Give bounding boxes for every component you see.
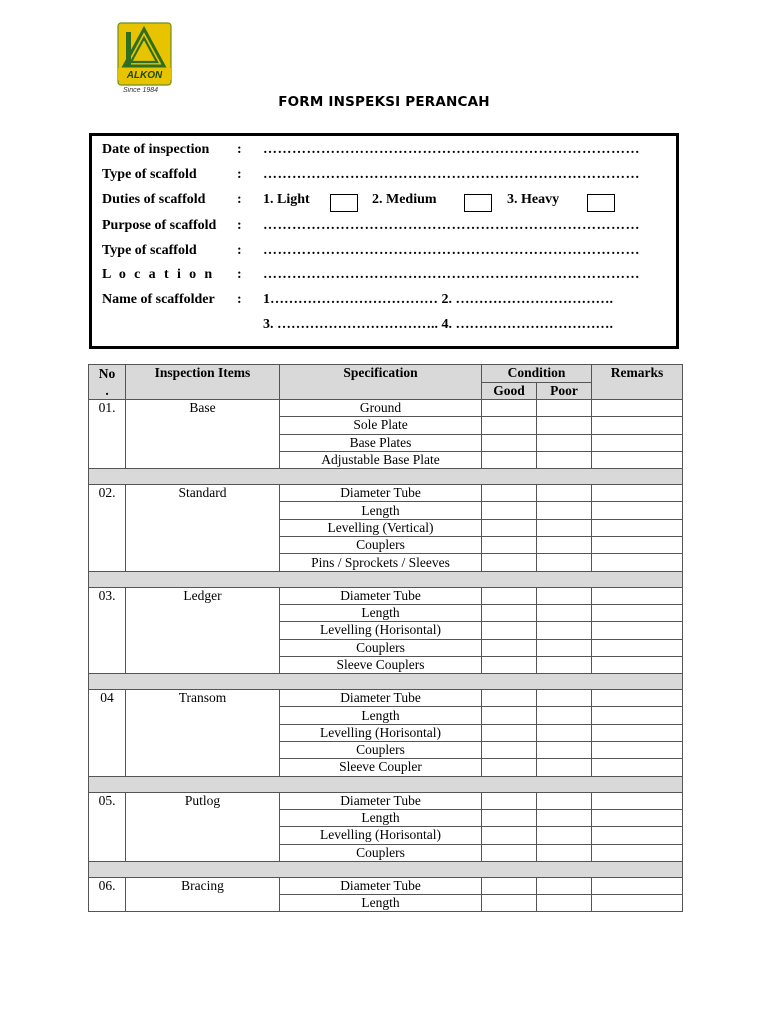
- remarks-cell[interactable]: [592, 400, 683, 417]
- poor-cell[interactable]: [537, 622, 592, 639]
- header-poor: Poor: [537, 382, 592, 400]
- separator-cell: [89, 571, 683, 587]
- duty-medium-label: 2. Medium: [372, 192, 437, 207]
- poor-cell[interactable]: [537, 485, 592, 502]
- header-no-text: No: [98, 366, 116, 381]
- type-label: Type of scaffold: [102, 167, 197, 182]
- specification-cell: Pins / Sprockets / Sleeves: [280, 554, 482, 571]
- header-no-dot: .: [105, 383, 109, 398]
- group-separator: [89, 469, 683, 485]
- separator-cell: [89, 469, 683, 485]
- purpose-field[interactable]: ……………………………………………………………………: [263, 218, 640, 233]
- poor-cell[interactable]: [537, 724, 592, 741]
- table-row: [89, 485, 683, 502]
- specification-cell: Diameter Tube: [280, 877, 482, 894]
- poor-cell[interactable]: [537, 554, 592, 571]
- specification-cell: Levelling (Horisontal): [280, 827, 482, 844]
- inspection-table: [88, 364, 683, 912]
- specification-cell: Length: [280, 707, 482, 724]
- group-separator: [89, 674, 683, 690]
- poor-cell[interactable]: [537, 690, 592, 707]
- specification-cell: Base Plates: [280, 434, 482, 451]
- poor-cell[interactable]: [537, 519, 592, 536]
- specification-cell: Length: [280, 809, 482, 826]
- remarks-cell[interactable]: [592, 759, 683, 776]
- group-separator: [89, 861, 683, 877]
- specification-cell: Couplers: [280, 742, 482, 759]
- remarks-cell[interactable]: [592, 485, 683, 502]
- item-number: 02.: [89, 485, 126, 571]
- remarks-cell[interactable]: [592, 434, 683, 451]
- good-cell[interactable]: [482, 537, 537, 554]
- good-cell[interactable]: [482, 604, 537, 621]
- specification-cell: Levelling (Vertical): [280, 519, 482, 536]
- item-number: 06.: [89, 877, 126, 912]
- good-cell[interactable]: [482, 622, 537, 639]
- poor-cell[interactable]: [537, 844, 592, 861]
- poor-cell[interactable]: [537, 587, 592, 604]
- specification-cell: Couplers: [280, 639, 482, 656]
- good-cell[interactable]: [482, 895, 537, 912]
- date-label: Date of inspection: [102, 142, 210, 157]
- item-number: 03.: [89, 587, 126, 673]
- item-number: 04: [89, 690, 126, 776]
- remarks-cell[interactable]: [592, 604, 683, 621]
- good-cell[interactable]: [482, 639, 537, 656]
- remarks-cell[interactable]: [592, 877, 683, 894]
- specification-cell: Diameter Tube: [280, 485, 482, 502]
- remarks-cell[interactable]: [592, 895, 683, 912]
- logo-wordmark: ALKON: [126, 70, 163, 81]
- remarks-cell[interactable]: [592, 639, 683, 656]
- remarks-cell[interactable]: [592, 742, 683, 759]
- remarks-cell[interactable]: [592, 792, 683, 809]
- inspection-item: Bracing: [126, 877, 280, 912]
- poor-cell[interactable]: [537, 827, 592, 844]
- form-title: FORM INSPEKSI PERANCAH: [278, 94, 490, 110]
- header-specification: Specification: [280, 365, 482, 400]
- poor-cell[interactable]: [537, 537, 592, 554]
- inspection-item: Ledger: [126, 587, 280, 673]
- poor-cell[interactable]: [537, 434, 592, 451]
- group-separator: [89, 776, 683, 792]
- remarks-cell[interactable]: [592, 554, 683, 571]
- inspection-info-box: [89, 133, 679, 349]
- good-cell[interactable]: [482, 400, 537, 417]
- good-cell[interactable]: [482, 690, 537, 707]
- type-field[interactable]: ……………………………………………………………………: [263, 167, 640, 182]
- remarks-cell[interactable]: [592, 622, 683, 639]
- poor-cell[interactable]: [537, 639, 592, 656]
- poor-cell[interactable]: [537, 656, 592, 673]
- remarks-cell[interactable]: [592, 537, 683, 554]
- good-cell[interactable]: [482, 434, 537, 451]
- table-row: [89, 792, 683, 809]
- specification-cell: Sleeve Coupler: [280, 759, 482, 776]
- inspection-item: Putlog: [126, 792, 280, 861]
- specification-cell: Diameter Tube: [280, 587, 482, 604]
- duties-label: Duties of scaffold: [102, 192, 206, 207]
- good-cell[interactable]: [482, 587, 537, 604]
- poor-cell[interactable]: [537, 417, 592, 434]
- specification-cell: Couplers: [280, 844, 482, 861]
- poor-cell[interactable]: [537, 895, 592, 912]
- poor-cell[interactable]: [537, 759, 592, 776]
- duty-light-checkbox[interactable]: [330, 194, 358, 212]
- date-field[interactable]: ……………………………………………………………………: [263, 142, 640, 157]
- good-cell[interactable]: [482, 656, 537, 673]
- specification-cell: Length: [280, 895, 482, 912]
- header-remarks: Remarks: [592, 365, 683, 400]
- table-row: [89, 587, 683, 604]
- remarks-cell[interactable]: [592, 502, 683, 519]
- table-row: [89, 877, 683, 894]
- good-cell[interactable]: [482, 792, 537, 809]
- good-cell[interactable]: [482, 742, 537, 759]
- location-label: L o c a t i o n: [102, 267, 215, 282]
- poor-cell[interactable]: [537, 604, 592, 621]
- scaffolder-field-1[interactable]: 1……………………………… 2. …………………………….: [263, 292, 613, 307]
- item-number: 01.: [89, 400, 126, 469]
- group-separator: [89, 571, 683, 587]
- colon: :: [237, 192, 242, 207]
- separator-cell: [89, 776, 683, 792]
- duty-heavy-label: 3. Heavy: [507, 192, 560, 207]
- inspection-item: Standard: [126, 485, 280, 571]
- inspection-item: Base: [126, 400, 280, 469]
- poor-cell[interactable]: [537, 742, 592, 759]
- poor-cell[interactable]: [537, 451, 592, 468]
- good-cell[interactable]: [482, 809, 537, 826]
- duty-medium-checkbox[interactable]: [464, 194, 492, 212]
- header-good: Good: [482, 382, 537, 400]
- header-inspection-items: Inspection Items: [126, 365, 280, 400]
- colon: :: [237, 142, 242, 157]
- table-row: [89, 400, 683, 417]
- specification-cell: Sole Plate: [280, 417, 482, 434]
- poor-cell[interactable]: [537, 809, 592, 826]
- type2-field[interactable]: ……………………………………………………………………: [263, 243, 640, 258]
- purpose-label: Purpose of scaffold: [102, 218, 217, 233]
- good-cell[interactable]: [482, 485, 537, 502]
- specification-cell: Length: [280, 604, 482, 621]
- separator-cell: [89, 674, 683, 690]
- item-number: 05.: [89, 792, 126, 861]
- colon: :: [237, 167, 242, 182]
- since-caption: Since 1984: [123, 87, 159, 94]
- header-condition: Condition: [482, 365, 592, 383]
- good-cell[interactable]: [482, 554, 537, 571]
- colon: :: [237, 292, 242, 307]
- good-cell[interactable]: [482, 827, 537, 844]
- specification-cell: Levelling (Horisontal): [280, 724, 482, 741]
- specification-cell: Diameter Tube: [280, 792, 482, 809]
- specification-cell: Adjustable Base Plate: [280, 451, 482, 468]
- remarks-cell[interactable]: [592, 724, 683, 741]
- location-field[interactable]: ……………………………………………………………………: [263, 267, 640, 282]
- good-cell[interactable]: [482, 707, 537, 724]
- specification-cell: Levelling (Horisontal): [280, 622, 482, 639]
- poor-cell[interactable]: [537, 707, 592, 724]
- type2-label: Type of scaffold: [102, 243, 197, 258]
- good-cell[interactable]: [482, 724, 537, 741]
- inspection-table-body: [89, 400, 683, 912]
- good-cell[interactable]: [482, 417, 537, 434]
- separator-cell: [89, 861, 683, 877]
- good-cell[interactable]: [482, 519, 537, 536]
- colon: :: [237, 218, 242, 233]
- header-no: [89, 365, 126, 400]
- remarks-cell[interactable]: [592, 707, 683, 724]
- alkon-logo: [117, 22, 172, 86]
- inspection-item: Transom: [126, 690, 280, 776]
- good-cell[interactable]: [482, 759, 537, 776]
- specification-cell: Sleeve Couplers: [280, 656, 482, 673]
- table-row: [89, 690, 683, 707]
- remarks-cell[interactable]: [592, 809, 683, 826]
- duty-light-label: 1. Light: [263, 192, 310, 207]
- remarks-cell[interactable]: [592, 417, 683, 434]
- remarks-cell[interactable]: [592, 844, 683, 861]
- good-cell[interactable]: [482, 502, 537, 519]
- remarks-cell[interactable]: [592, 827, 683, 844]
- remarks-cell[interactable]: [592, 587, 683, 604]
- colon: :: [237, 267, 242, 282]
- colon: :: [237, 243, 242, 258]
- remarks-cell[interactable]: [592, 451, 683, 468]
- specification-cell: Couplers: [280, 537, 482, 554]
- specification-cell: Length: [280, 502, 482, 519]
- good-cell[interactable]: [482, 877, 537, 894]
- specification-cell: Ground: [280, 400, 482, 417]
- remarks-cell[interactable]: [592, 519, 683, 536]
- duty-heavy-checkbox[interactable]: [587, 194, 615, 212]
- remarks-cell[interactable]: [592, 690, 683, 707]
- poor-cell[interactable]: [537, 877, 592, 894]
- poor-cell[interactable]: [537, 502, 592, 519]
- specification-cell: Diameter Tube: [280, 690, 482, 707]
- good-cell[interactable]: [482, 451, 537, 468]
- scaffolder-field-2[interactable]: 3. …………………………….. 4. …………………………….: [263, 317, 613, 332]
- good-cell[interactable]: [482, 844, 537, 861]
- scaffolder-label: Name of scaffolder: [102, 292, 215, 307]
- poor-cell[interactable]: [537, 400, 592, 417]
- poor-cell[interactable]: [537, 792, 592, 809]
- remarks-cell[interactable]: [592, 656, 683, 673]
